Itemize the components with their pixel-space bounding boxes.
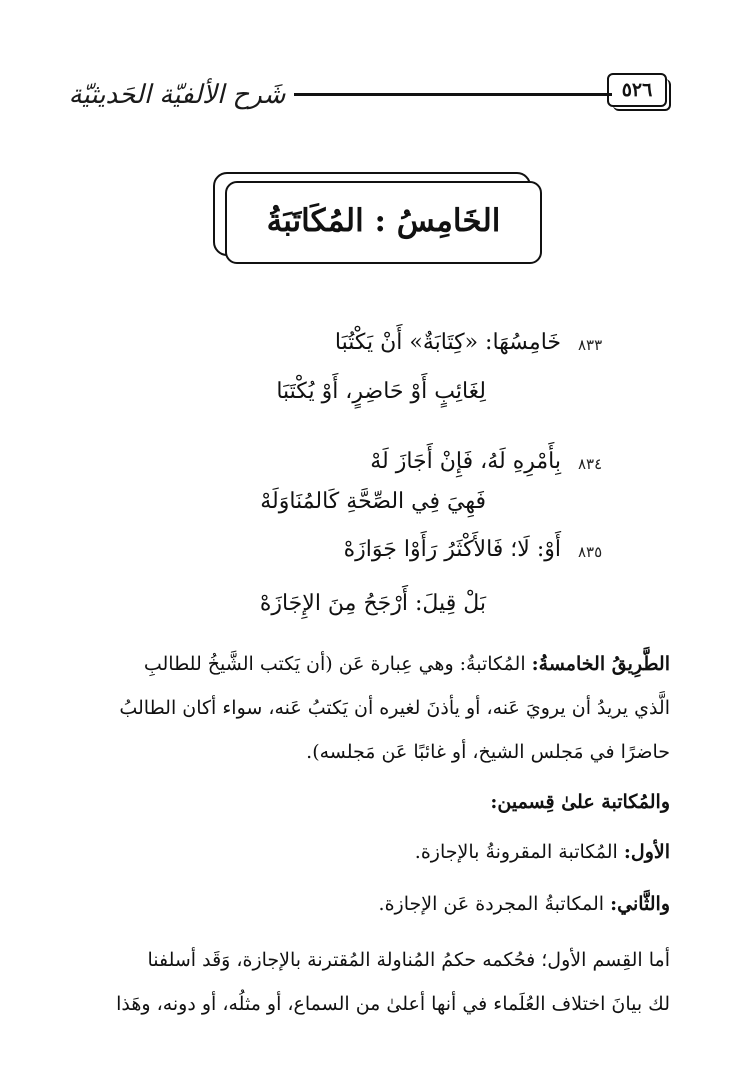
paragraph-first-type-ruling-line2: لك بيانَ اختلاف العُلَماء في أنها أعلىٰ من السماع، أو مثلُه، أو دونه، وهَذا: [116, 993, 670, 1015]
verse-hemistich-second: فَهِيَ فِي الصِّحَّةِ كَالمُنَاوَلَهْ: [260, 489, 486, 514]
verse-number: ٨٣٥: [578, 543, 603, 561]
verse-hemistich-second: لِغَائِبٍ أَوْ حَاضِرٍ، أَوْ يُكْتَبَا: [276, 379, 486, 404]
verse-number: ٨٣٣: [578, 336, 603, 354]
paragraph-text: المكاتبةُ المجردة عَن الإجازة.: [378, 893, 605, 915]
verse-hemistich-first: خَامِسُهَا: «كِتَابَةٌ» أَنْ يَكْتُبَا: [334, 330, 561, 355]
paragraph-divisions: [76, 778, 670, 827]
page-number: ٥٢٦: [607, 73, 667, 107]
paragraph-text: المُكاتبة المقرونةُ بالإجازة.: [414, 841, 618, 863]
verse-hemistich-second: بَلْ قِيلَ: أَرْجَحُ مِنَ الإِجَازَهْ: [259, 591, 486, 616]
paragraph-lead: والثَّاني:: [610, 893, 670, 915]
paragraph-second-type: [76, 880, 670, 929]
header-rule: [294, 93, 612, 96]
paragraph-first-type: [76, 828, 670, 877]
verse-number: ٨٣٤: [578, 455, 603, 473]
paragraph-text: والمُكاتبة علىٰ قِسمين:: [490, 791, 670, 813]
paragraph-text: المُكاتبةُ: وهي عِبارة عَن (أن يَكتب الشَّيخُ للطالبِ: [143, 653, 526, 675]
paragraph-lead: الطَّرِيقُ الخامسةُ:: [531, 653, 670, 675]
section-title: الخَامِسُ : المُكَاتَبَةُ: [266, 203, 501, 239]
paragraph-definition-line3: حاضرًا في مَجلس الشيخ، أو غائبًا عَن مَجلسه).: [306, 741, 670, 763]
paragraph-lead: الأول:: [623, 841, 670, 863]
paragraph-definition-line2: الَّذي يريدُ أن يرويَ عَنه، أو يأذنَ لغيره أن يَكتبُ عَنه، سواء أكان الطالبُ: [119, 697, 670, 719]
verse-hemistich-first: بِأَمْرِهِ لَهُ، فَإِنْ أَجَازَ لَهْ: [370, 449, 561, 474]
paragraph-definition-line1: [76, 640, 670, 689]
paragraph-first-type-ruling-line1: أما القِسم الأول؛ فحُكمه حكمُ المُناولة المُقترنة بالإجازة، وَقَد أسلفنا: [147, 949, 670, 971]
running-header-title: شَرح الألفيّة الحَديثيّة: [68, 80, 286, 110]
verse-hemistich-first: أَوْ: لَا؛ فَالأَكْثَرُ رَأَوْا جَوَازَهْ: [343, 537, 561, 562]
